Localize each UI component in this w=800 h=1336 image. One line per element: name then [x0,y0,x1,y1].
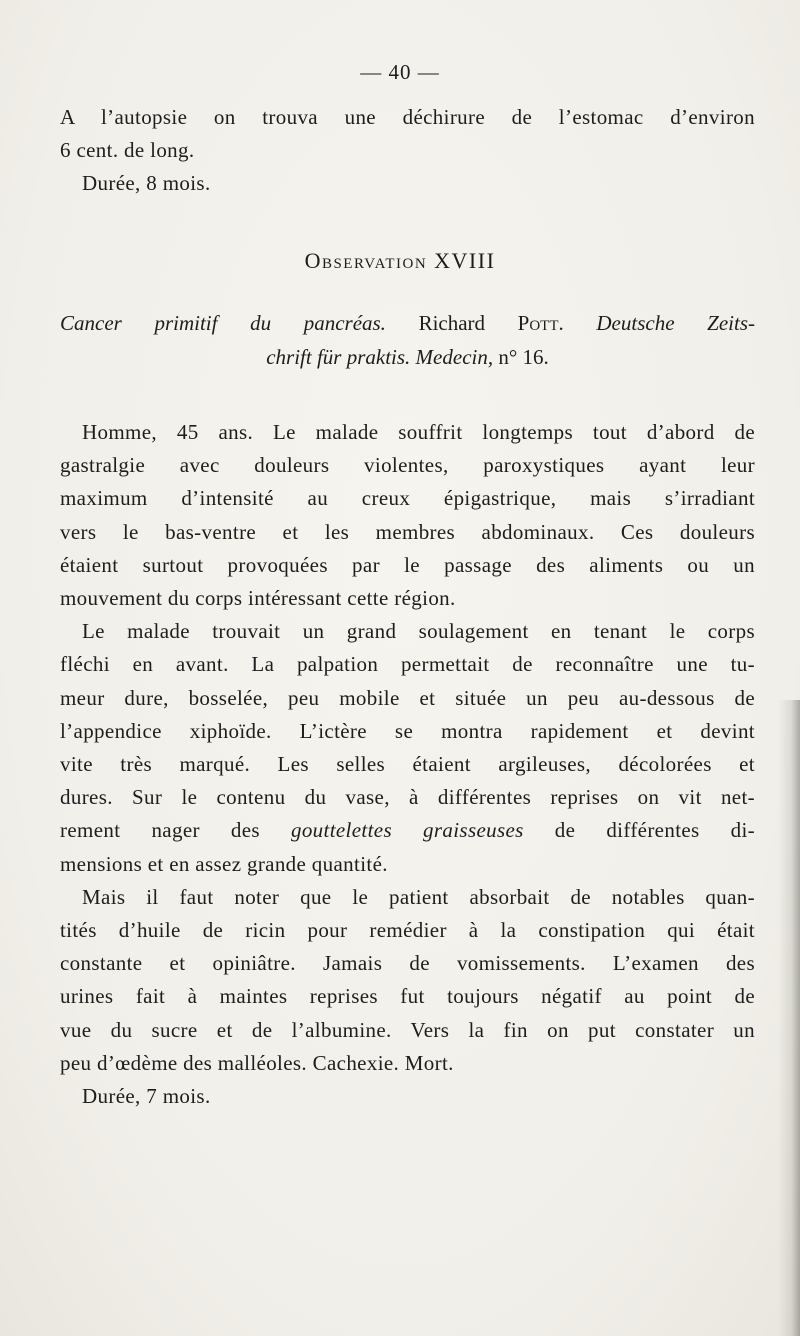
citation-journal-part1: Deutsche Zeits- [596,311,755,335]
body-p1-line-1: Homme, 45 ans. Le malade souffrit longtemps tout d’abord de [82,420,755,444]
body-p3-line-3: constante et opiniâtre. Jamais de vomissements. L’examen des [60,951,755,976]
body-p1-line-5: étaient surtout provoquées par le passage des aliments ou un [60,552,755,577]
citation-author-name: Pott. [517,311,564,335]
lead-paragraph [60,101,755,201]
body-p2-line-1: Le malade trouvait un grand soulagement en tenant le corps [82,619,755,644]
citation-title: Cancer primitif du pancréas. [60,311,386,335]
body-p2-line-7 [60,814,755,847]
body-p2-line-5: vite très marqué. Les selles étaient argileuses, décolorées et [60,752,755,777]
body-p1-line-6: mouvement du corps intéressant cette région. [60,586,456,611]
body-p3-line-1: Mais il faut noter que le patient absorbait de notables quan- [82,884,755,909]
body-p1-line-2: gastralgie avec douleurs violentes, paroxystiques ayant leur [60,453,755,478]
body-p2-line-7-after: de différentes di- [554,818,755,843]
body-p2-line-7-before: rement nager des [60,818,260,843]
body-p2-line-6: dures. Sur le contenu du vase, à différentes reprises on vit net- [60,785,755,810]
observation-body [60,416,755,1113]
citation-author-prefix: Richard [418,311,486,335]
citation-number: n° 16. [498,345,549,369]
body-p2-line-2: fléchi en avant. La palpation permettait de reconnaître une tu- [60,652,755,677]
body-p2-line-3: meur dure, bosselée, peu mobile et située un peu au-dessous de [60,685,755,710]
body-p1-line-3: maximum d’intensité au creux épigastrique, mais s’irradiant [60,486,755,511]
body-p3-line-6: peu d’œdème des malléoles. Cachexie. Mort. [60,1050,454,1075]
body-p1-line-4: vers le bas-ventre et les membres abdominaux. Ces douleurs [60,519,755,544]
citation-line-1 [60,306,755,340]
body-p3-line-4: urines fait à maintes reprises fut toujours négatif au point de [60,984,755,1009]
observation-heading: Observation XVIII [304,248,496,273]
italic-phrase: gouttelettes graisseuses [290,818,524,843]
page-number: — 40 — [360,60,440,84]
closing-duration: Durée, 7 mois. [82,1084,211,1109]
citation-line-2 [60,340,755,374]
body-p2-line-8: mensions et en assez grande quantité. [60,851,388,876]
lead-duration: Durée, 8 mois. [82,171,211,196]
citation-block [60,306,755,374]
body-p3-line-2: tités d’huile de ricin pour remédier à la constipation qui était [60,918,755,943]
lead-line-2: 6 cent. de long. [60,138,195,163]
lead-line-1: A l’autopsie on trouva une déchirure de l’estomac d’environ [60,105,755,129]
body-p2-line-4: l’appendice xiphoïde. L’ictère se montra rapidement et devint [60,718,755,743]
body-p3-line-5: vue du sucre et de l’albumine. Vers la fin on put constater un [60,1017,755,1042]
page-edge-shadow [778,700,800,1336]
citation-journal-part2: chrift für praktis. Medecin, [266,345,494,369]
